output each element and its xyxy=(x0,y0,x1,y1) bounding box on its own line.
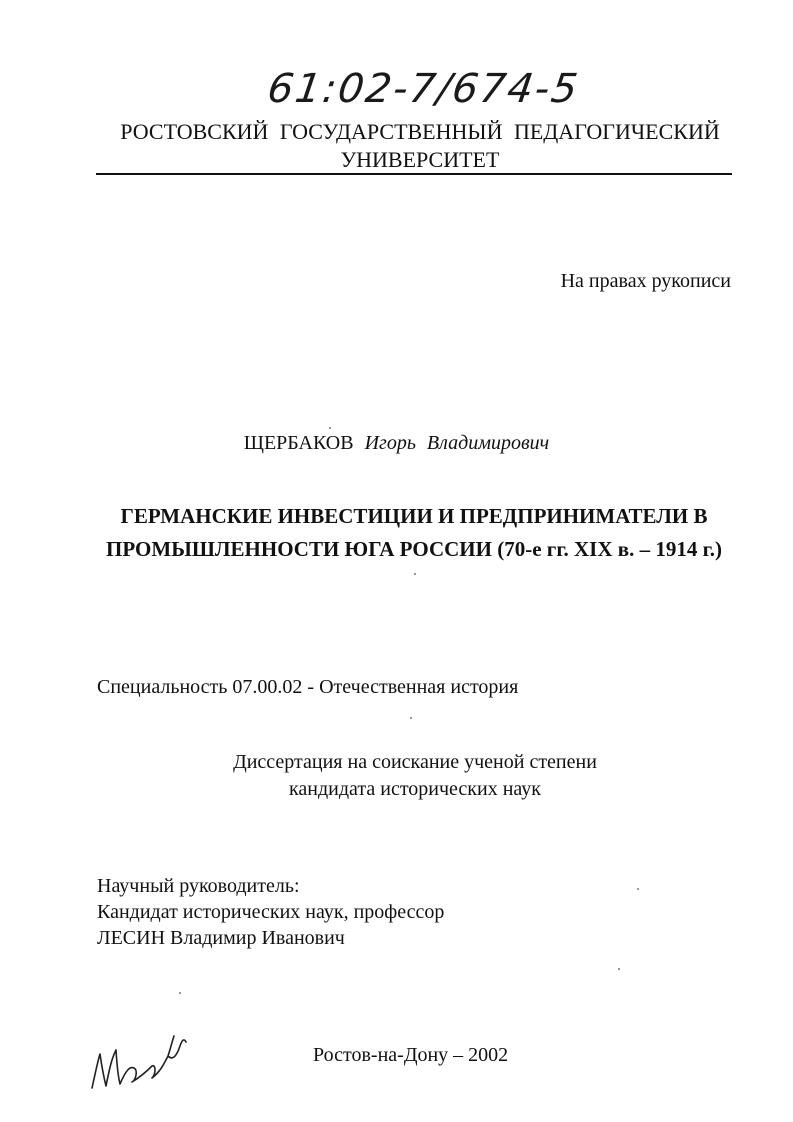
supervisor-name: ЛЕСИН Владимир Иванович xyxy=(97,927,345,949)
author-name xyxy=(0,432,793,455)
degree-statement xyxy=(180,749,650,803)
author-given-names: Игорь Владимирович xyxy=(364,432,550,454)
university-name xyxy=(80,118,760,174)
scan-speck xyxy=(414,573,416,575)
handwritten-call-number: 61:02-7/674-5 xyxy=(264,66,583,112)
scan-speck xyxy=(179,992,181,994)
scan-speck xyxy=(410,717,412,719)
dissertation-title xyxy=(80,500,748,566)
author-signature xyxy=(86,1030,196,1105)
degree-statement-line1: Диссертация на соискание ученой степени xyxy=(233,751,597,773)
university-name-line1: РОСТОВСКИЙ ГОСУДАРСТВЕННЫЙ ПЕДАГОГИЧЕСКИЙ xyxy=(120,119,720,144)
specialty-line: Специальность 07.00.02 - Отечественная история xyxy=(97,676,519,698)
place-and-year: Ростов-на-Дону – 2002 xyxy=(313,1044,509,1066)
header-divider xyxy=(96,173,732,175)
supervisor-label: Научный руководитель: xyxy=(97,875,300,897)
scan-speck xyxy=(329,427,331,429)
scan-speck xyxy=(618,968,620,970)
degree-statement-line2: кандидата исторических наук xyxy=(288,778,542,800)
scan-speck xyxy=(637,888,639,890)
dissertation-title-line1: ГЕРМАНСКИЕ ИНВЕСТИЦИИ И ПРЕДПРИНИМАТЕЛИ В xyxy=(120,504,708,528)
supervisor-block xyxy=(97,873,444,951)
supervisor-degree: Кандидат исторических наук, профессор xyxy=(97,901,445,923)
university-name-line2: УНИВЕРСИТЕТ xyxy=(340,147,500,172)
author-surname: ЩЕРБАКОВ xyxy=(243,432,354,454)
manuscript-rights-note: На правах рукописи xyxy=(560,270,731,292)
dissertation-title-line2: ПРОМЫШЛЕННОСТИ ЮГА РОССИИ (70-е гг. XIX в. – 1914 г.) xyxy=(106,537,722,561)
